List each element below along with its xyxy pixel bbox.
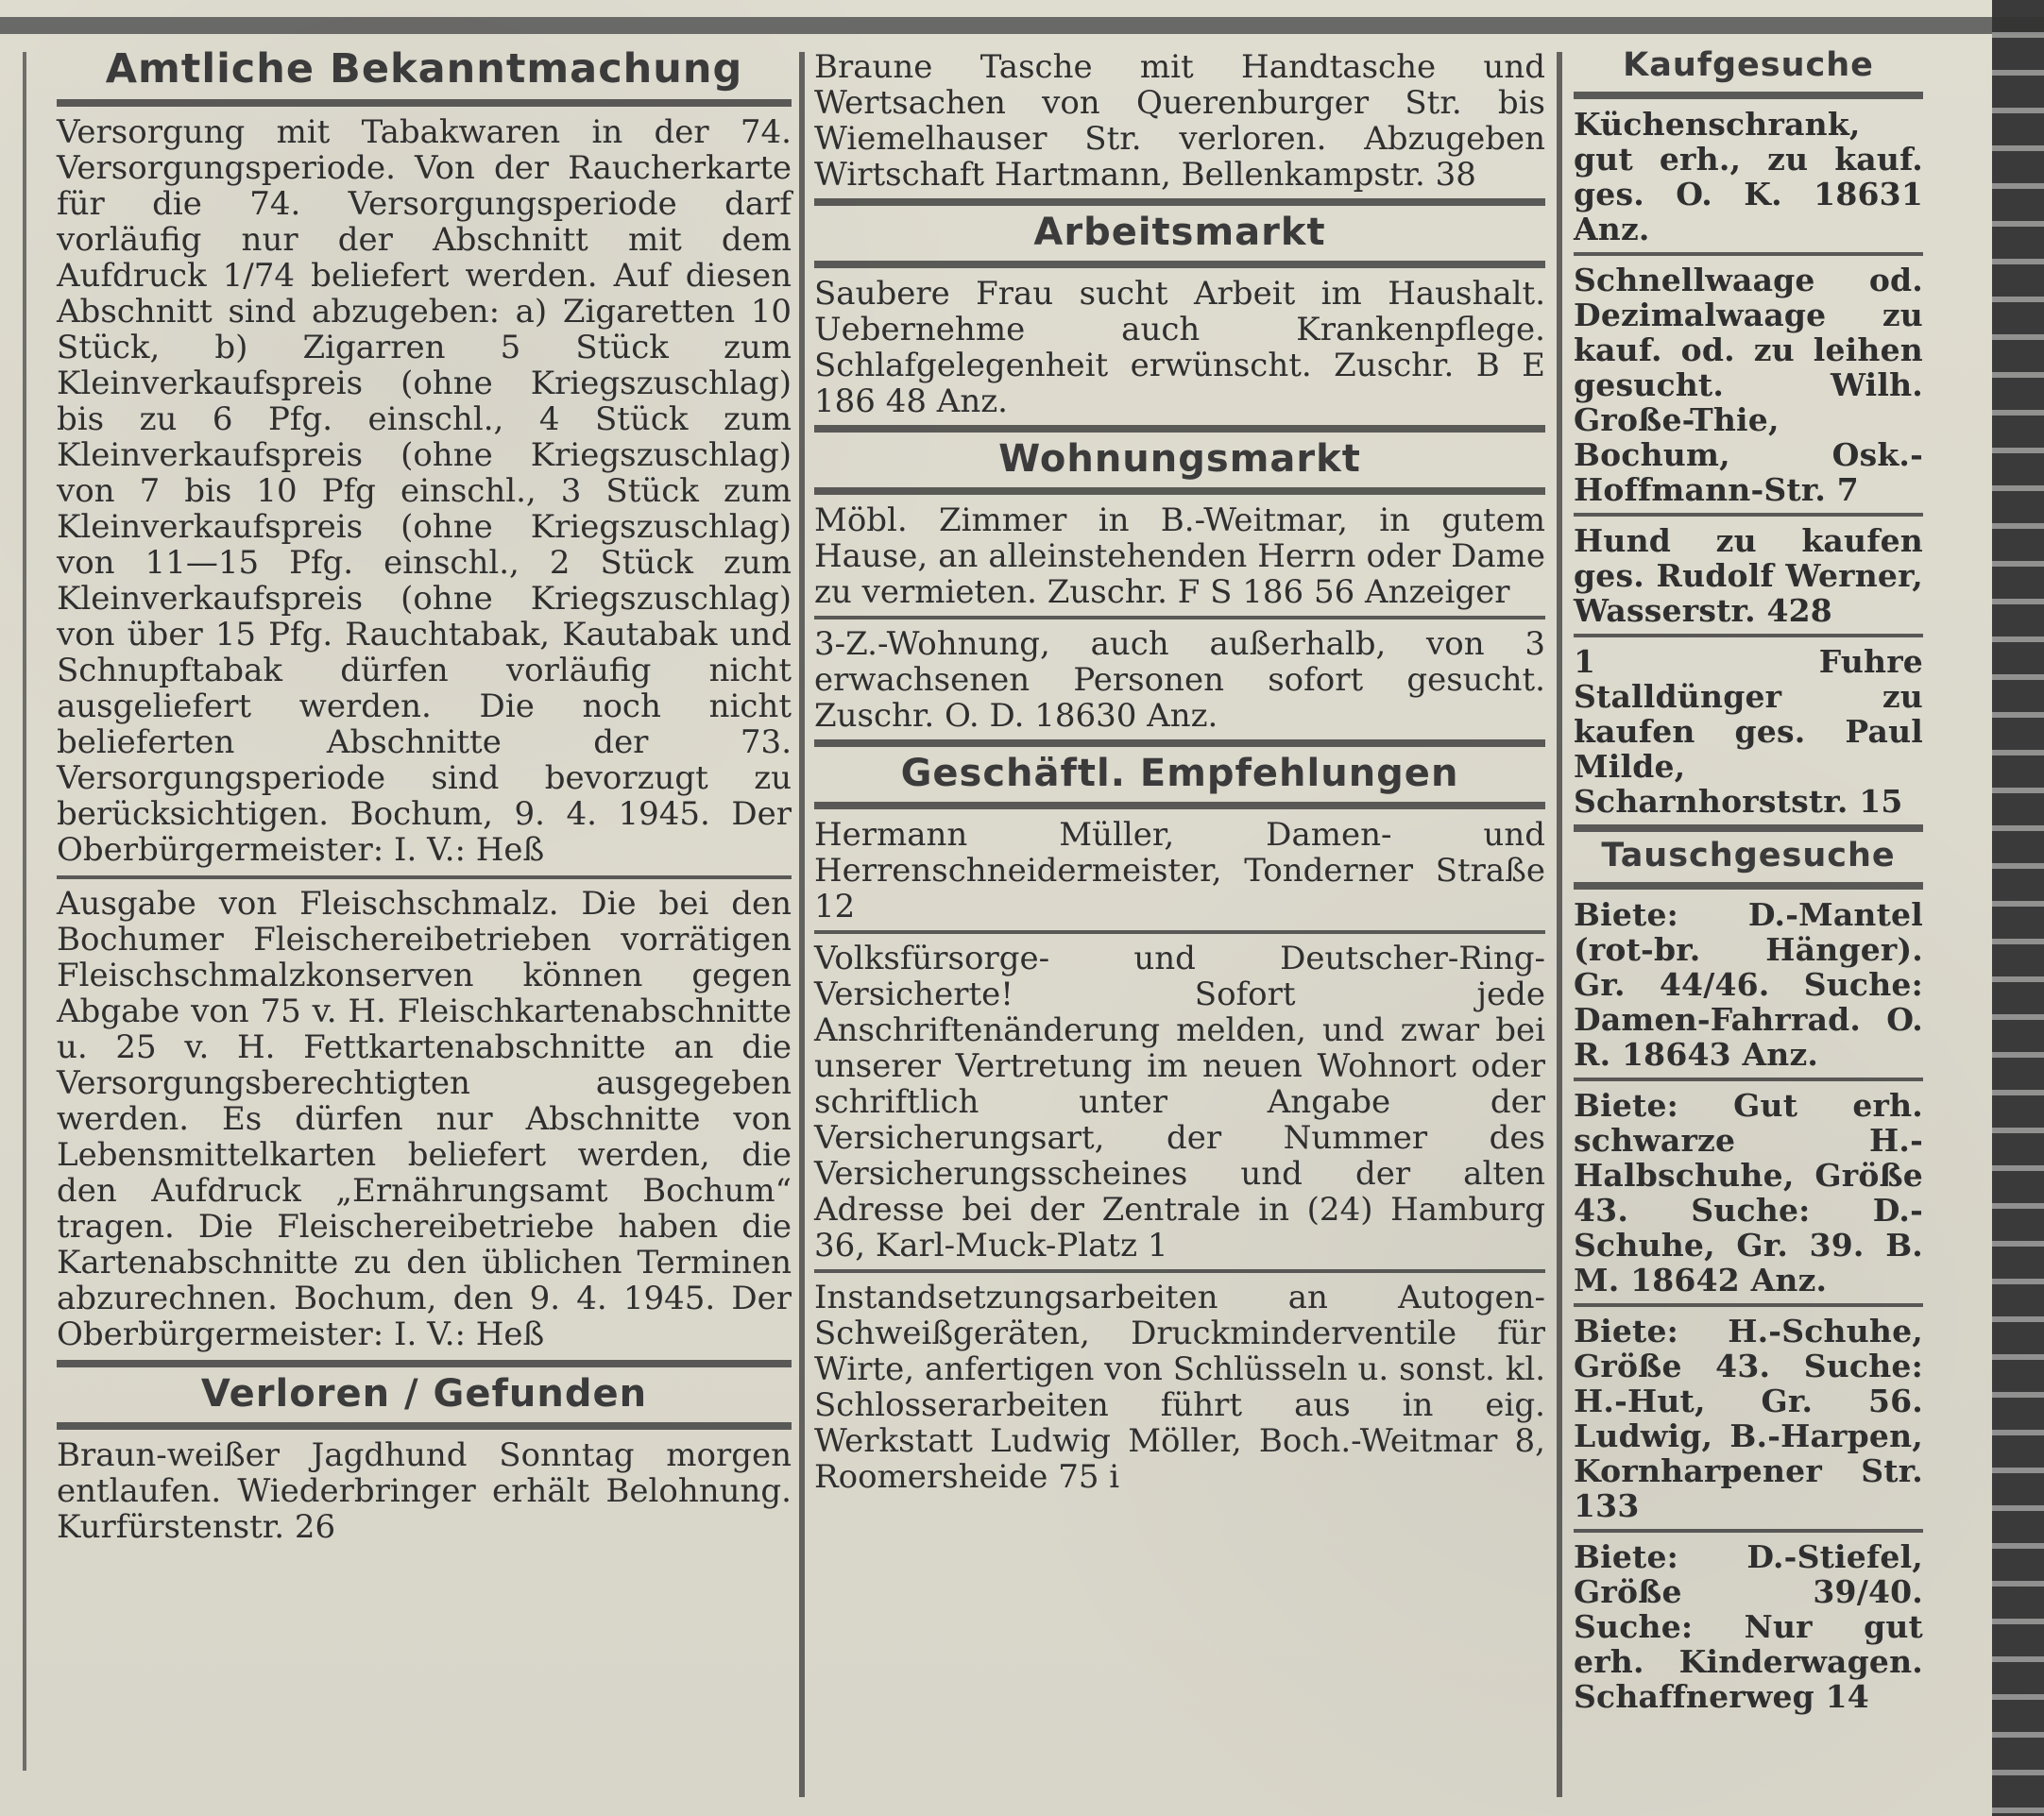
column-divider-2 bbox=[1557, 52, 1562, 1797]
wanted-to-buy-rule bbox=[1574, 92, 1923, 99]
left-border-fragment bbox=[0, 52, 26, 1771]
notice-rule bbox=[57, 875, 792, 879]
job-market-heading: Arbeitsmarkt bbox=[1033, 211, 1326, 254]
buy-ad-rule-2 bbox=[1574, 513, 1923, 517]
shoe-exchange-ad-2: Biete: H.-Schuhe, Größe 43. Suche: H.-Hut, Gr. 56. Ludwig, B.-Harpen, Kornharpener Str. 133 bbox=[1574, 1313, 1923, 1524]
exchange-rule-bottom bbox=[1574, 882, 1923, 890]
lost-dog-ad: Braun-weißer Jagdhund Sonntag morgen entlaufen. Wiederbringer erhält Belohnung. Kurfürstenstr. 26 bbox=[57, 1436, 792, 1546]
business-ad-rule-1 bbox=[814, 930, 1545, 934]
shoe-exchange-ad-1: Biete: Gut erh. schwarze H.-Halbschuhe, Größe 43. Suche: D.-Schuhe, Gr. 39. B. M. 18642 Anz. bbox=[1574, 1087, 1923, 1298]
exchange-rule-top bbox=[1574, 824, 1923, 832]
insurance-ad: Volksfürsorge- und Deutscher-Ring-Versicherte! Sofort jede Anschriftenänderung melden, und zwar bei unserer Vertretung im neuen Wohnort oder schriftlich unter Angabe der Versicherungsart, der Nummer des Versicherungsscheines und der alten Adresse bei der Zentrale in (24) Hamburg 36, Karl-Muck-Platz 1 bbox=[814, 940, 1545, 1264]
job-market-rule-top bbox=[814, 198, 1545, 206]
job-market-rule-bottom bbox=[814, 261, 1545, 268]
cleaning-woman-ad: Saubere Frau sucht Arbeit im Haushalt. Uebernehme auch Krankenpflege. Schlafgelegenheit erwünscht. Zuschr. B E 186 48 Anz. bbox=[814, 275, 1545, 420]
business-ad-rule-2 bbox=[814, 1269, 1545, 1273]
lost-found-rule-bottom bbox=[57, 1422, 792, 1430]
lost-bag-ad: Braune Tasche mit Handtasche und Wertsachen von Querenburger Str. bis Wiemelhauser Str. verloren. Abzugeben Wirtschaft Hartmann, Bellenkampstr. 38 bbox=[814, 48, 1545, 194]
tailor-ad: Hermann Müller, Damen- und Herrenschneidermeister, Tonderner Straße 12 bbox=[814, 816, 1545, 925]
apartment-ad: 3-Z.-Wohnung, auch außerhalb, von 3 erwachsenen Personen sofort gesucht. Zuschr. O. D. 18630 Anz. bbox=[814, 625, 1545, 735]
housing-market-rule-top bbox=[814, 425, 1545, 433]
column-right bbox=[1574, 46, 1923, 1793]
buy-ad-rule-3 bbox=[1574, 634, 1923, 637]
coat-exchange-ad: Biete: D.-Mantel (rot-br. Hänger). Gr. 44/46. Suche: Damen-Fahrrad. O. R. 18643 Anz. bbox=[1574, 896, 1923, 1073]
exchange-ad-rule-3 bbox=[1574, 1529, 1923, 1533]
repair-ad: Instandsetzungsarbeiten an Autogen-Schweißgeräten, Druckminderventile für Wirte, anfertigen von Schlüsseln u. sonst. kl. Schlosserarbeiten führt aus in eig. Werkstatt Ludwig Möller, Boch.-Weitmar 8, Roomersheide 75 i bbox=[814, 1279, 1545, 1496]
heading-rule bbox=[57, 99, 792, 107]
exchange-heading: Tauschgesuche bbox=[1601, 837, 1896, 874]
wanted-to-buy-heading: Kaufgesuche bbox=[1623, 46, 1874, 84]
housing-market-heading: Wohnungsmarkt bbox=[998, 437, 1361, 481]
room-ad: Möbl. Zimmer in B.-Weitmar, in gutem Hause, an alleinstehenden Herrn oder Dame zu vermieten. Zuschr. F S 186 56 Anzeiger bbox=[814, 501, 1545, 611]
exchange-ad-rule-1 bbox=[1574, 1078, 1923, 1081]
column-left bbox=[57, 45, 792, 1793]
manure-ad: 1 Fuhre Stalldünger zu kaufen ges. Paul Milde, Scharnhorststr. 15 bbox=[1574, 643, 1923, 820]
scale-ad: Schnellwaage od. Dezimalwaage zu kauf. od. zu leihen gesucht. Wilh. Große-Thie, Bochum, Osk.-Hoffmann-Str. 7 bbox=[1574, 262, 1923, 508]
exchange-ad-rule-2 bbox=[1574, 1303, 1923, 1307]
business-rule-top bbox=[814, 739, 1545, 747]
boot-exchange-ad: Biete: D.-Stiefel, Größe 39/40. Suche: Nur gut erh. Kinderwagen. Schaffnerweg 14 bbox=[1574, 1538, 1923, 1715]
dog-purchase-ad: Hund zu kaufen ges. Rudolf Werner, Wasserstr. 428 bbox=[1574, 522, 1923, 629]
column-divider-1 bbox=[799, 52, 805, 1797]
lard-notice: Ausgabe von Fleischschmalz. Die bei den Bochumer Fleischereibetrieben vorrätigen Fleischschmalzkonserven können gegen Abgabe von 75 v. H. Fleischkartenabschnitte u. 25 v. H. Fettkartenabschnitte an die Versorgungsberechtigten ausgegeben werden. Es dürfen nur Abschnitte von Lebensmittelkarten beliefert werden, die den Aufdruck „Ernährungsamt Bochum“ tragen. Die Fleischereibetriebe haben die Kartenabschnitte zu den üblichen Terminen abzurechnen. Bochum, den 9. 4. 1945. Der Oberbürgermeister: I. V.: Heß bbox=[57, 885, 792, 1353]
tobacco-notice: Versorgung mit Tabakwaren in der 74. Versorgungsperiode. Von der Raucherkarte für die 74. Versorgungsperiode darf vorläufig nur der Abschnitt mit dem Aufdruck 1/74 beliefert werden. Auf diesen Abschnitt sind abzugeben: a) Zigaretten 10 Stück, b) Zigarren 5 Stück zum Kleinverkaufspreis (ohne Kriegszuschlag) bis zu 6 Pfg. einschl., 4 Stück zum Kleinverkaufspreis (ohne Kriegszuschlag) von 7 bis 10 Pfg einschl., 3 Stück zum Kleinverkaufspreis (ohne Kriegszuschlag) von 11—15 Pfg. einschl., 2 Stück zum Kleinverkaufspreis (ohne Kriegszuschlag) von über 15 Pfg. Rauchtabak, Kautabak und Schnupftabak dürfen vorläufig nicht ausgeliefert werden. Die noch nicht belieferten Abschnitte der 73. Versorgungsperiode sind bevorzugt zu berücksichtigen. Bochum, 9. 4. 1945. Der Oberbürgermeister: I. V.: Heß bbox=[57, 113, 792, 869]
top-border bbox=[0, 17, 2044, 34]
column-middle bbox=[814, 49, 1545, 1793]
buy-ad-rule-1 bbox=[1574, 252, 1923, 256]
torn-right-edge bbox=[1992, 0, 2044, 1816]
business-rule-bottom bbox=[814, 802, 1545, 809]
lost-found-rule-top bbox=[57, 1360, 792, 1367]
kitchen-cabinet-ad: Küchenschrank, gut erh., zu kauf. ges. O. K. 18631 Anz. bbox=[1574, 106, 1923, 247]
lost-found-heading: Verloren / Gefunden bbox=[200, 1372, 648, 1416]
official-notice-heading: Amtliche Bekanntmachung bbox=[105, 45, 743, 93]
business-heading: Geschäftl. Empfehlungen bbox=[900, 752, 1459, 795]
housing-market-rule-bottom bbox=[814, 487, 1545, 495]
housing-ad-rule bbox=[814, 616, 1545, 619]
